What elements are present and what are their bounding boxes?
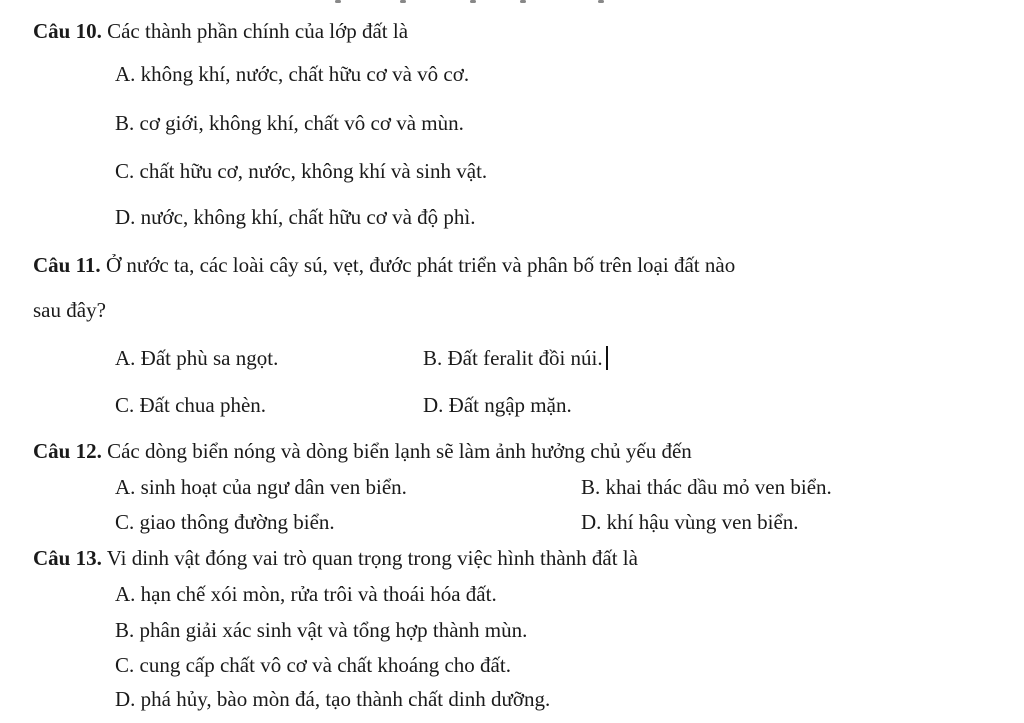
question-12-stem — [33, 438, 692, 464]
question-11-stem — [33, 252, 735, 278]
question-11-option-a[interactable]: A. Đất phù sa ngọt. — [115, 346, 279, 370]
question-13-option-c[interactable]: C. cung cấp chất vô cơ và chất khoáng cho đất. — [115, 653, 511, 677]
question-13-option-a[interactable]: A. hạn chế xói mòn, rửa trôi và thoái hóa đất. — [115, 582, 497, 606]
question-13-option-b[interactable]: B. phân giải xác sinh vật và tổng hợp thành mùn. — [115, 618, 528, 642]
question-10-option-a[interactable]: A. không khí, nước, chất hữu cơ và vô cơ. — [115, 62, 470, 86]
question-number: Câu 10. — [33, 19, 102, 43]
question-10-option-b[interactable]: B. cơ giới, không khí, chất vô cơ và mùn. — [115, 111, 464, 135]
question-11-option-b[interactable] — [423, 345, 608, 371]
question-13-stem — [33, 545, 638, 571]
question-text: Vi dinh vật đóng vai trò quan trọng trong việc hình thành đất là — [101, 546, 638, 570]
question-10-option-c[interactable]: C. chất hữu cơ, nước, không khí và sinh vật. — [115, 159, 488, 183]
question-11-option-d[interactable]: D. Đất ngập mặn. — [423, 393, 572, 417]
question-12-option-b[interactable]: B. khai thác dầu mỏ ven biển. — [581, 475, 832, 499]
question-12-option-c[interactable]: C. giao thông đường biển. — [115, 510, 335, 534]
cropped-text-fragment — [0, 0, 1024, 8]
question-11-option-c[interactable]: C. Đất chua phèn. — [115, 393, 267, 417]
text-cursor — [606, 346, 608, 370]
question-text: Ở nước ta, các loài cây sú, vẹt, đước phát triển và phân bố trên loại đất nào — [100, 253, 736, 277]
question-text: Các thành phần chính của lớp đất là — [101, 19, 409, 43]
question-10-stem — [33, 18, 408, 44]
question-12-option-a[interactable]: A. sinh hoạt của ngư dân ven biển. — [115, 475, 407, 499]
question-text: Các dòng biển nóng và dòng biển lạnh sẽ làm ảnh hưởng chủ yếu đến — [101, 439, 692, 463]
option-text: B. Đất feralit đồi núi. — [423, 346, 603, 370]
question-13-option-d[interactable]: D. phá hủy, bào mòn đá, tạo thành chất dinh dưỡng. — [115, 687, 551, 711]
question-11-stem-continued: sau đây? — [33, 298, 106, 322]
question-number: Câu 13. — [33, 546, 102, 570]
question-10-option-d[interactable]: D. nước, không khí, chất hữu cơ và độ phì. — [115, 205, 476, 229]
question-number: Câu 11. — [33, 253, 101, 277]
question-12-option-d[interactable]: D. khí hậu vùng ven biển. — [581, 510, 799, 534]
question-number: Câu 12. — [33, 439, 102, 463]
